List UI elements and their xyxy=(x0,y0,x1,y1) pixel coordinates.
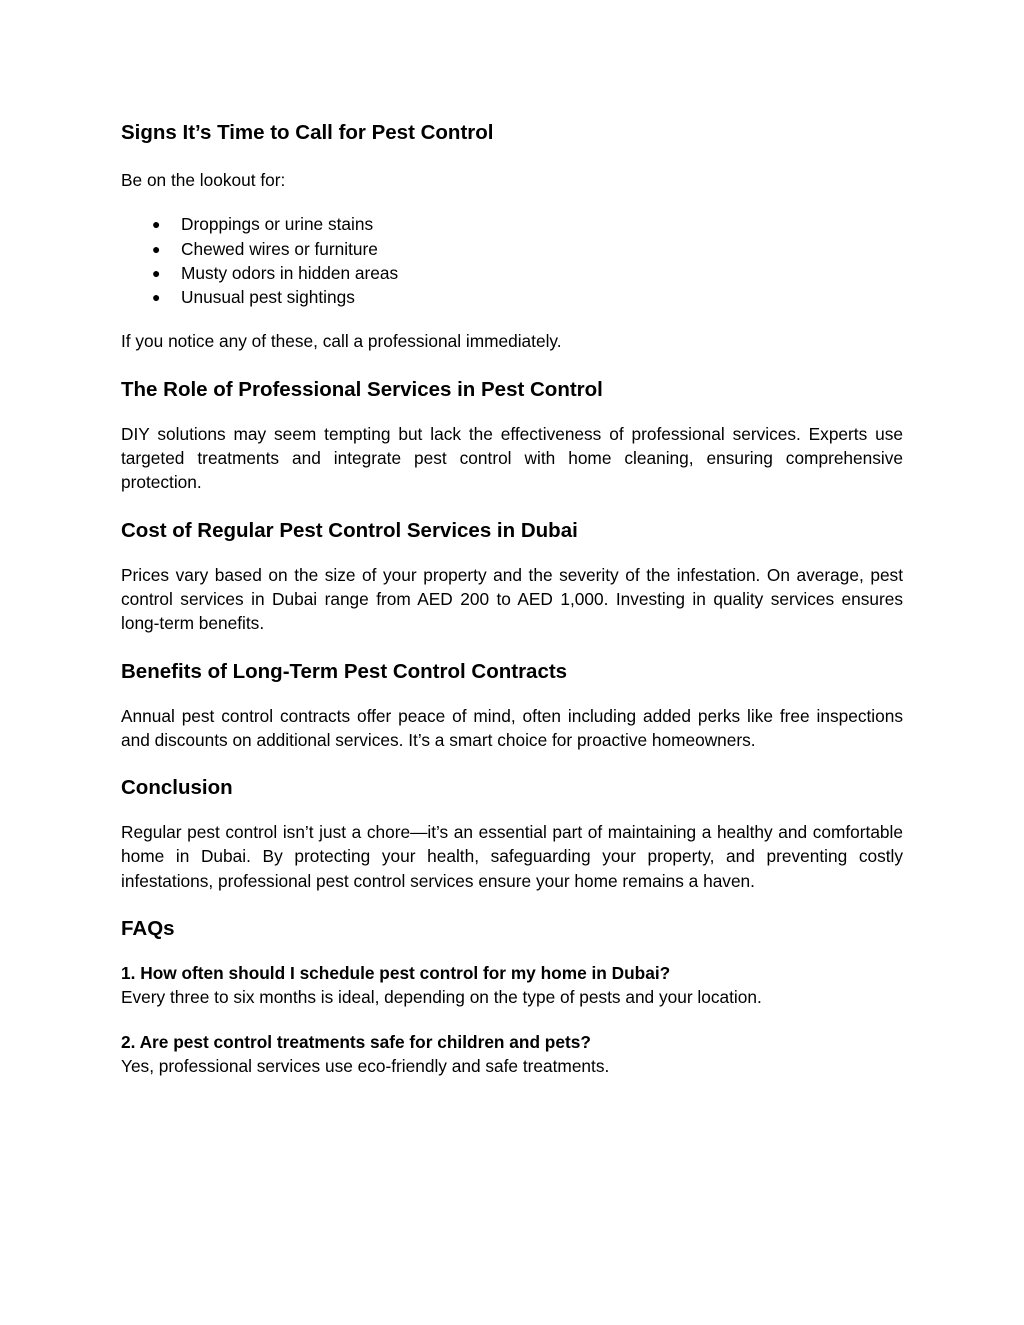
section-heading-faqs: FAQs xyxy=(121,917,175,941)
section-body-conclusion: Regular pest control isn’t just a chore—it’s an essential part of maintaining a healthy and comfortable home in Dubai. By protecting your health, safeguarding your property, and preventing costly infestations, professional pest control services ensure your home remains a haven. xyxy=(121,822,903,891)
list-item xyxy=(121,285,903,309)
faq-answer: Every three to six months is ideal, depending on the type of pests and your location. xyxy=(121,987,762,1008)
document-content xyxy=(121,118,903,1078)
list-item-text: Musty odors in hidden areas xyxy=(181,262,399,283)
signs-intro: Be on the lookout for: xyxy=(121,170,286,190)
section-heading-signs: Signs It’s Time to Call for Pest Control xyxy=(121,121,494,144)
signs-list xyxy=(121,212,903,309)
faq-answer: Yes, professional services use eco-friendly and safe treatments. xyxy=(121,1055,610,1076)
list-item-text: Droppings or urine stains xyxy=(181,214,374,235)
faq-question: 2. Are pest control treatments safe for children and pets? xyxy=(121,1031,591,1052)
section-heading-cost: Cost of Regular Pest Control Services in Dubai xyxy=(121,518,578,542)
bullet-icon: ● xyxy=(152,240,161,257)
list-item-text: Chewed wires or furniture xyxy=(181,238,378,259)
list-item xyxy=(121,212,903,236)
bullet-icon: ● xyxy=(152,289,161,306)
list-item-text: Unusual pest sightings xyxy=(181,287,355,308)
section-body-role: DIY solutions may seem tempting but lack the effectiveness of professional services. Experts use targeted treatments and integrate pest control with home cleaning, ensuring comprehensive protection. xyxy=(121,423,903,493)
list-item xyxy=(121,261,903,285)
list-item xyxy=(121,237,903,261)
section-heading-conclusion: Conclusion xyxy=(121,776,233,800)
section-heading-benefits: Benefits of Long-Term Pest Control Contracts xyxy=(121,659,568,683)
faq-question: 1. How often should I schedule pest control for my home in Dubai? xyxy=(121,963,671,984)
signs-closing: If you notice any of these, call a professional immediately. xyxy=(121,331,562,352)
bullet-icon: ● xyxy=(152,216,161,233)
section-heading-role: The Role of Professional Services in Pest Control xyxy=(121,377,603,401)
section-body-cost: Prices vary based on the size of your property and the severity of the infestation. On average, pest control services in Dubai range from AED 200 to AED 1,000. Investing in quality services ensures long-term benefits. xyxy=(121,564,903,634)
section-body-benefits: Annual pest control contracts offer peace of mind, often including added perks like free inspections and discounts on additional services. It’s a smart choice for proactive homeowners. xyxy=(121,705,903,750)
bullet-icon: ● xyxy=(152,264,161,281)
